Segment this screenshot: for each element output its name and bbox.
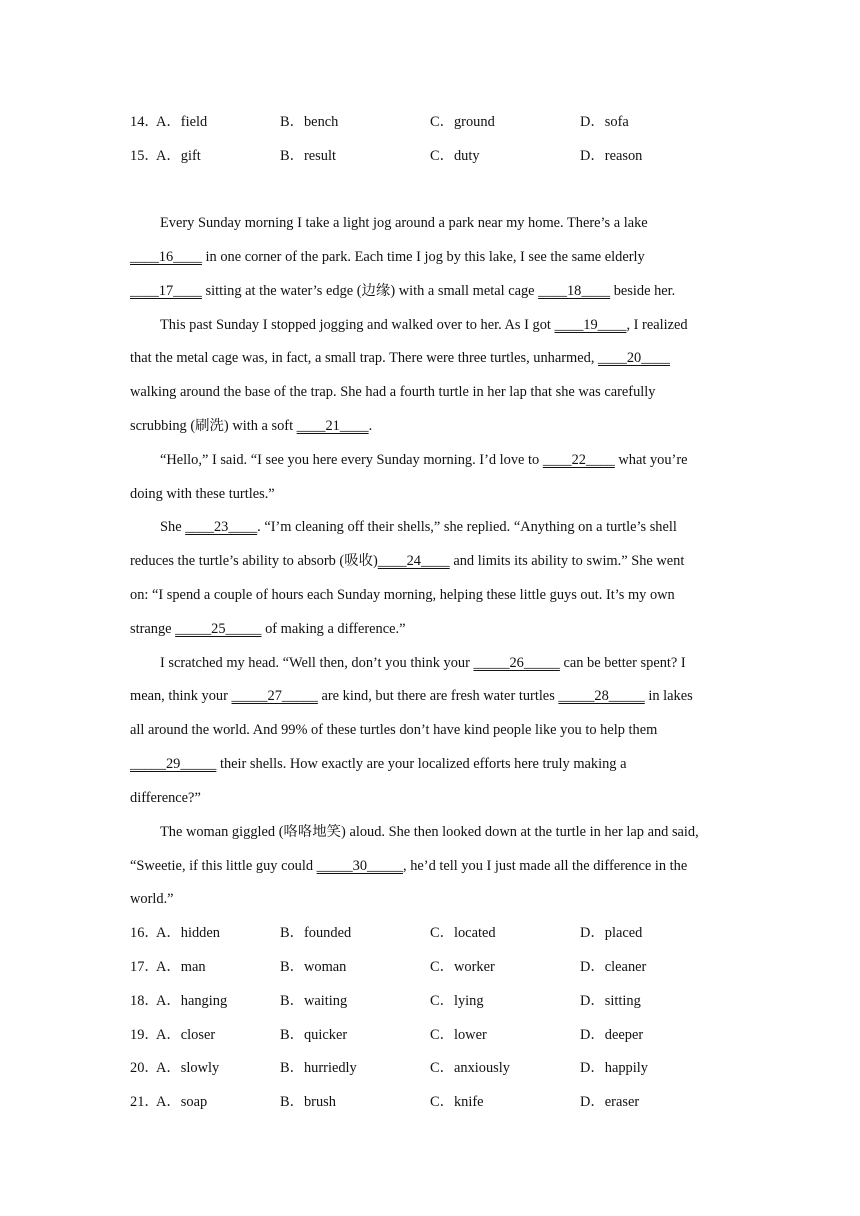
passage-line: [130, 889, 174, 909]
question-number: 21．: [130, 1094, 159, 1110]
passage-line: [160, 517, 677, 537]
blank-22: ____22____: [542, 452, 615, 468]
option-a: A．field: [156, 114, 208, 130]
option-a: A．soap: [156, 1094, 208, 1110]
option-b: B．result: [280, 148, 336, 164]
passage-line: [130, 247, 645, 267]
blank-23: ____23____: [185, 519, 258, 535]
passage-text: in one corner of the park. Each time I jog by this lake, I see the same elderly: [201, 249, 645, 265]
option-d: D．placed: [580, 925, 643, 941]
passage-text: “Hello,” I said. “I see you here every Sunday morning. I’d love to: [160, 452, 543, 468]
question-number: 17．: [130, 959, 159, 975]
passage-text: and limits its ability to swim.” She went: [449, 553, 685, 569]
passage-text: can be better spent? I: [559, 655, 686, 671]
option-c: C．lying: [430, 993, 484, 1009]
question-number: 16．: [130, 925, 159, 941]
passage-text: that the metal cage was, in fact, a small trap. There were three turtles, unharmed,: [130, 350, 599, 366]
passage-text: I scratched my head. “Well then, don’t you think your: [160, 655, 474, 671]
blank-24: ____24____: [377, 553, 450, 569]
option-b: B．waiting: [280, 993, 348, 1009]
passage-text: strange: [130, 621, 176, 637]
passage-line: [130, 484, 275, 504]
passage-line: [130, 754, 626, 774]
option-a: A．gift: [156, 148, 201, 164]
option-d: D．sitting: [580, 993, 641, 1009]
passage-line: [160, 315, 688, 335]
passage-line: [160, 822, 699, 842]
option-d: D．deeper: [580, 1027, 644, 1043]
passage-text: doing with these turtles.”: [130, 486, 275, 502]
blank-20: ____20____: [598, 350, 670, 366]
option-d: D．sofa: [580, 114, 629, 130]
option-b: B．founded: [280, 925, 352, 941]
option-b: B．hurriedly: [280, 1060, 357, 1076]
option-d: D．cleaner: [580, 959, 647, 975]
question-number: 18．: [130, 993, 159, 1009]
passage-text: on: “I spend a couple of hours each Sunday morning, helping these little guys out. It’s my own: [130, 587, 675, 603]
passage-line: [130, 856, 687, 876]
blank-25: _____25_____: [175, 621, 262, 637]
passage-text: world.”: [130, 891, 174, 907]
passage-line: [130, 619, 405, 639]
passage-text: . “I’m cleaning off their shells,” she replied. “Anything on a turtle’s shell: [257, 519, 677, 535]
passage-text: beside her.: [610, 283, 676, 299]
blank-27: _____27_____: [231, 688, 318, 704]
passage-text: scrubbing (刷洗) with a soft: [130, 418, 297, 434]
passage-text: “Sweetie, if this little guy could: [130, 858, 317, 874]
blank-18: ____18____: [538, 283, 611, 299]
option-a: A．man: [156, 959, 206, 975]
blank-29: _____29_____: [130, 756, 217, 772]
passage-text: This past Sunday I stopped jogging and walked over to her. As I got: [160, 317, 555, 333]
question-number: 14．: [130, 114, 159, 130]
option-c: C．worker: [430, 959, 495, 975]
passage-line: [130, 348, 670, 368]
blank-16: ____16____: [130, 249, 202, 265]
passage-text: The woman giggled (咯咯地笑) aloud. She then looked down at the turtle in her lap and said,: [160, 824, 699, 840]
passage-line: [160, 213, 648, 233]
option-c: C．anxiously: [430, 1060, 510, 1076]
question-number: 19．: [130, 1027, 159, 1043]
question-number: 20．: [130, 1060, 159, 1076]
passage-text: mean, think your: [130, 688, 232, 704]
passage-text: Every Sunday morning I take a light jog around a park near my home. There’s a lake: [160, 215, 648, 231]
question-number: 15．: [130, 148, 159, 164]
passage-text: reduces the turtle’s ability to absorb (吸收): [130, 553, 378, 569]
passage-text: all around the world. And 99% of these turtles don’t have kind people like you to help them: [130, 722, 658, 738]
option-c: C．ground: [430, 114, 495, 130]
passage-line: [130, 585, 675, 605]
passage-line: [130, 281, 675, 301]
option-d: D．happily: [580, 1060, 648, 1076]
passage-text: are kind, but there are fresh water turtles: [317, 688, 559, 704]
passage-text: walking around the base of the trap. She had a fourth turtle in her lap that she was carefully: [130, 384, 656, 400]
blank-19: ____19____: [554, 317, 627, 333]
option-b: B．quicker: [280, 1027, 348, 1043]
passage-text: She: [160, 519, 186, 535]
option-b: B．brush: [280, 1094, 336, 1110]
passage-line: [160, 450, 688, 470]
passage-text: , he’d tell you I just made all the difference in the: [403, 858, 688, 874]
option-c: C．duty: [430, 148, 480, 164]
passage-line: [160, 653, 686, 673]
option-d: D．eraser: [580, 1094, 640, 1110]
option-d: D．reason: [580, 148, 643, 164]
passage-text: .: [368, 418, 373, 434]
passage-text: difference?”: [130, 790, 201, 806]
passage-line: [130, 382, 655, 402]
passage-text: sitting at the water’s edge (边缘) with a small metal cage: [201, 283, 539, 299]
passage-text: in lakes: [644, 688, 693, 704]
option-b: B．bench: [280, 114, 339, 130]
blank-30: _____30_____: [316, 858, 403, 874]
option-c: C．knife: [430, 1094, 484, 1110]
passage-line: [130, 551, 684, 571]
passage-line: [130, 720, 657, 740]
passage-text: , I realized: [626, 317, 688, 333]
blank-28: _____28_____: [558, 688, 645, 704]
blank-17: ____17____: [130, 283, 202, 299]
passage-text: their shells. How exactly are your localized efforts here truly making a: [216, 756, 627, 772]
blank-21: ____21____: [296, 418, 369, 434]
option-a: A．hidden: [156, 925, 220, 941]
option-a: A．slowly: [156, 1060, 220, 1076]
passage-line: [130, 416, 372, 436]
passage-line: [130, 788, 201, 808]
blank-26: _____26_____: [473, 655, 560, 671]
option-a: A．hanging: [156, 993, 228, 1009]
option-a: A．closer: [156, 1027, 216, 1043]
option-c: C．lower: [430, 1027, 487, 1043]
passage-text: of making a difference.”: [261, 621, 406, 637]
passage-line: [130, 686, 693, 706]
option-c: C．located: [430, 925, 496, 941]
passage-text: what you’re: [614, 452, 688, 468]
option-b: B．woman: [280, 959, 347, 975]
